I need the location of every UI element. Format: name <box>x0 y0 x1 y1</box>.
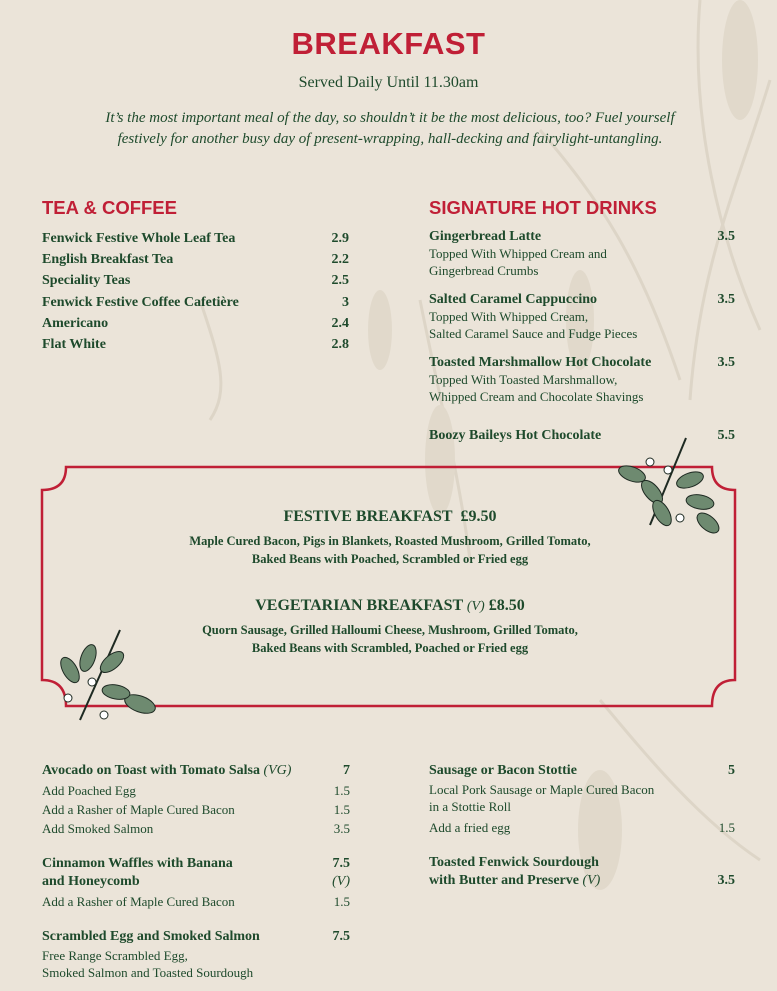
item-name: VEGETARIAN BREAKFAST <box>255 597 463 614</box>
food-item <box>42 928 350 981</box>
item-description: Whipped Cream and Chocolate Shavings <box>429 389 644 404</box>
item-price: 2.9 <box>331 231 349 246</box>
extra-row <box>429 819 735 836</box>
item-description: Gingerbread Crumbs <box>429 263 539 278</box>
item-price: £9.50 <box>460 508 497 525</box>
menu-item-row <box>42 270 349 291</box>
item-name-wrap <box>429 291 597 308</box>
extra-name: Add a Rasher of Maple Cured Bacon <box>42 802 235 817</box>
item-name: Fenwick Festive Whole Leaf Tea <box>42 231 236 246</box>
item-name: Americano <box>42 315 109 331</box>
menu-item-row <box>42 855 350 873</box>
item-name-wrap <box>42 855 233 873</box>
item-price: £8.50 <box>488 597 525 614</box>
menu-item-row <box>429 762 735 780</box>
item-name: Scrambled Egg and Smoked Salmon <box>42 929 260 944</box>
extra-row <box>42 801 350 818</box>
drink-item <box>429 291 735 342</box>
item-description: Salted Caramel Sauce and Fudge Pieces <box>429 326 638 341</box>
food-left-column <box>42 762 350 991</box>
item-price: 7 <box>343 763 350 778</box>
item-price: 2.5 <box>331 273 349 289</box>
dietary-tag: (V) <box>332 874 350 889</box>
item-description: Maple Cured Bacon, Pigs in Blankets, Roasted Mushroom, Grilled Tomato, <box>189 534 591 548</box>
item-price: 2.4 <box>331 315 349 331</box>
item-description: Baked Beans with Poached, Scrambled or Fried egg <box>251 552 529 566</box>
item-name-wrap <box>429 354 651 371</box>
section-heading: TEA & COFFEE <box>42 197 177 218</box>
extra-price: 1.5 <box>333 894 350 909</box>
drink-item <box>429 228 735 279</box>
extra-name: Add Smoked Salmon <box>42 821 154 836</box>
extra-price: 1.5 <box>718 820 735 835</box>
item-price: 2.2 <box>331 252 349 268</box>
extra-row <box>42 893 350 910</box>
item-name-wrap <box>42 762 291 780</box>
menu-item-row <box>42 334 349 355</box>
item-price: 3.5 <box>717 355 735 370</box>
item-name: with Butter and Preserve <box>429 873 579 888</box>
item-name: FESTIVE BREAKFAST <box>283 508 453 525</box>
item-name: Toasted Fenwick Sourdough <box>429 855 599 870</box>
item-description: Baked Beans with Scrambled, Poached or Fried egg <box>251 641 529 655</box>
item-name-wrap <box>429 762 577 780</box>
extra-name: Add Poached Egg <box>42 783 136 798</box>
item-name: Speciality Teas <box>42 273 131 289</box>
item-name: Boozy Baileys Hot Chocolate <box>429 428 602 443</box>
menu-item-row <box>42 762 350 780</box>
item-description: Topped With Toasted Marshmallow, <box>429 372 618 387</box>
menu-item-row <box>42 292 349 313</box>
menu-item-row <box>42 928 350 946</box>
featured-box-border <box>0 430 777 730</box>
food-right-column <box>429 762 735 908</box>
item-name-wrap <box>429 854 599 872</box>
item-description: Local Pork Sausage or Maple Cured Bacon <box>429 782 655 797</box>
menu-item-row <box>42 313 349 334</box>
vegetarian-breakfast <box>120 597 660 657</box>
item-name: Fenwick Festive Coffee Cafetière <box>42 294 239 310</box>
item-price: 3.5 <box>717 229 735 244</box>
item-name: Cinnamon Waffles with Banana <box>42 856 233 871</box>
item-name: Sausage or Bacon Stottie <box>429 763 577 778</box>
item-name-line2 <box>429 872 735 890</box>
item-name-wrap <box>42 228 235 249</box>
item-name: Gingerbread Latte <box>429 229 542 244</box>
dietary-tag: (VG) <box>263 763 292 778</box>
menu-item-row <box>429 854 735 872</box>
item-name: Toasted Marshmallow Hot Chocolate <box>429 355 652 370</box>
tea-coffee-section <box>42 197 350 355</box>
food-item <box>42 762 350 837</box>
item-name-wrap <box>42 313 108 334</box>
item-name: Avocado on Toast with Tomato Salsa <box>42 763 260 778</box>
item-description: Topped With Whipped Cream and <box>429 246 607 261</box>
extra-price: 1.5 <box>333 783 350 798</box>
dietary-tag: (V) <box>582 873 601 888</box>
food-item <box>429 762 735 836</box>
item-name-wrap <box>42 928 260 946</box>
mistletoe-icon <box>57 438 723 720</box>
drink-item <box>429 354 735 405</box>
item-price: 3.5 <box>717 873 735 888</box>
item-name-wrap <box>429 228 541 245</box>
festive-breakfast <box>120 508 660 568</box>
menu-item-row <box>429 228 735 245</box>
extra-price: 1.5 <box>333 802 350 817</box>
item-description: in a Stottie Roll <box>429 799 511 814</box>
menu-item-row <box>429 354 735 371</box>
item-description: Smoked Salmon and Toasted Sourdough <box>42 965 254 980</box>
extra-name: Add a fried egg <box>429 820 511 835</box>
item-price: 3 <box>342 294 349 310</box>
item-description: Free Range Scrambled Egg, <box>42 948 188 963</box>
item-price: 5 <box>728 763 735 778</box>
item-price: 5.5 <box>717 428 735 443</box>
item-name-line2 <box>42 873 350 891</box>
dietary-tag: (V) <box>466 599 485 614</box>
item-price: 3.5 <box>717 292 735 307</box>
name-wrap <box>429 872 600 890</box>
item-price: 2.8 <box>331 337 349 353</box>
item-description: Quorn Sausage, Grilled Halloumi Cheese, Mushroom, Grilled Tomato, <box>202 623 578 637</box>
item-name-wrap <box>42 270 130 291</box>
item-price: 7.5 <box>332 929 350 944</box>
menu-item-row <box>42 249 349 270</box>
extra-name: Add a Rasher of Maple Cured Bacon <box>42 894 235 909</box>
extra-price: 3.5 <box>333 821 350 836</box>
extra-row <box>42 820 350 837</box>
item-name-wrap <box>42 292 239 313</box>
food-item <box>42 855 350 910</box>
hot-drinks-section <box>429 197 735 456</box>
intro-text: It’s the most important meal of the day, so shouldn’t it be the most delicious, too? Fuel yourself festively for another busy day of present-wrapping, hall-decking and fairylight-untangling. <box>105 110 675 147</box>
extra-row <box>42 782 350 799</box>
section-heading: SIGNATURE HOT DRINKS <box>429 197 657 218</box>
menu-item-row <box>429 291 735 308</box>
item-name-wrap <box>42 334 106 355</box>
item-name: English Breakfast Tea <box>42 252 174 268</box>
food-item <box>429 854 735 890</box>
item-name: and Honeycomb <box>42 874 140 889</box>
item-name: Salted Caramel Cappuccino <box>429 292 597 307</box>
item-description: Topped With Whipped Cream, <box>429 309 589 324</box>
item-name: Flat White <box>42 337 106 353</box>
item-price: 7.5 <box>332 856 350 871</box>
page-title: BREAKFAST <box>291 26 486 61</box>
service-hours: Served Daily Until 11.30am <box>298 74 479 91</box>
item-name-wrap <box>42 249 173 270</box>
menu-item-row <box>42 228 349 249</box>
